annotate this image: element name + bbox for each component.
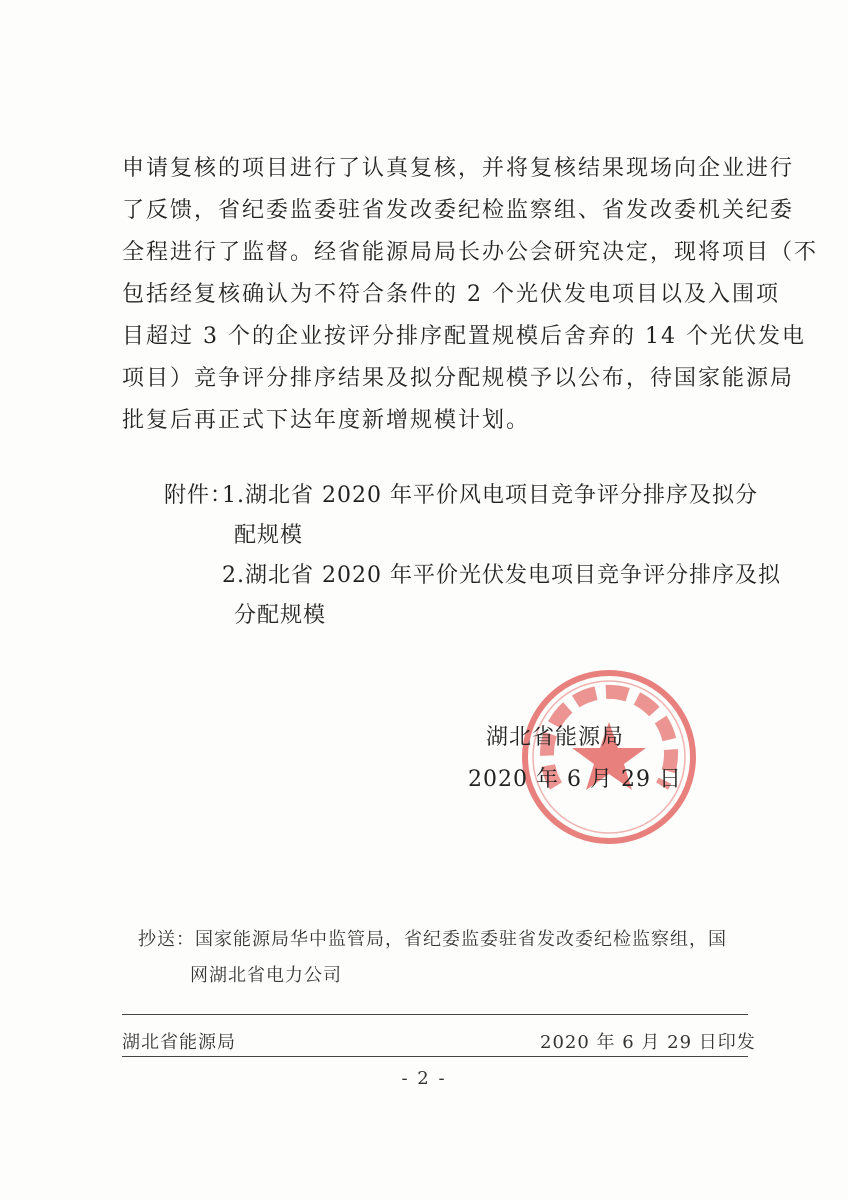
cc-line-1: 抄送：国家能源局华中监管局，省纪委监委驻省发改委纪检监察组，国 [138, 929, 727, 950]
official-seal [518, 666, 700, 848]
body-line-7: 批复后再正式下达年度新增规模计划。 [122, 408, 531, 433]
cc-line-2: 网湖北省电力公司 [190, 965, 342, 986]
attachment-2-line-2: 分配规模 [234, 603, 327, 628]
signature-date: 2020 年 6 月 29 日 [468, 767, 682, 792]
body-line-5: 目超过 3 个的企业按评分排序配置规模后舍弃的 14 个光伏发电 [122, 324, 806, 349]
signature-org: 湖北省能源局 [486, 725, 625, 750]
body-paragraph [122, 148, 819, 442]
body-line-6: 项目）竞争评分排序结果及拟分配规模予以公布，待国家能源局 [122, 366, 795, 391]
body-line-2: 了反馈，省纪委监委驻省发改委纪检监察组、省发改委机关纪委 [122, 198, 795, 223]
body-line-4: 包括经复核确认为不符合条件的 2 个光伏发电项目以及入围项 [122, 282, 780, 307]
attachments-label: 附件： [164, 483, 234, 508]
footer-bottom-rule [122, 1056, 748, 1057]
attachment-1-line-2: 配规模 [234, 523, 304, 548]
attachment-2-line-1: 2.湖北省 2020 年平价光伏发电项目竞争评分排序及拟 [222, 563, 781, 588]
footer-top-rule [122, 1014, 748, 1015]
page-number: - 2 - [401, 1068, 447, 1089]
body-line-3: 全程进行了监督。经省能源局局长办公会研究决定，现将项目（不 [122, 240, 819, 265]
attachment-1-line-1: 1.湖北省 2020 年平价风电项目竞争评分排序及拟分 [222, 483, 758, 508]
footer-issuer: 湖北省能源局 [122, 1032, 236, 1053]
footer-issue-date: 2020 年 6 月 29 日印发 [540, 1032, 756, 1053]
body-line-1: 申请复核的项目进行了认真复核，并将复核结果现场向企业进行 [122, 156, 795, 181]
